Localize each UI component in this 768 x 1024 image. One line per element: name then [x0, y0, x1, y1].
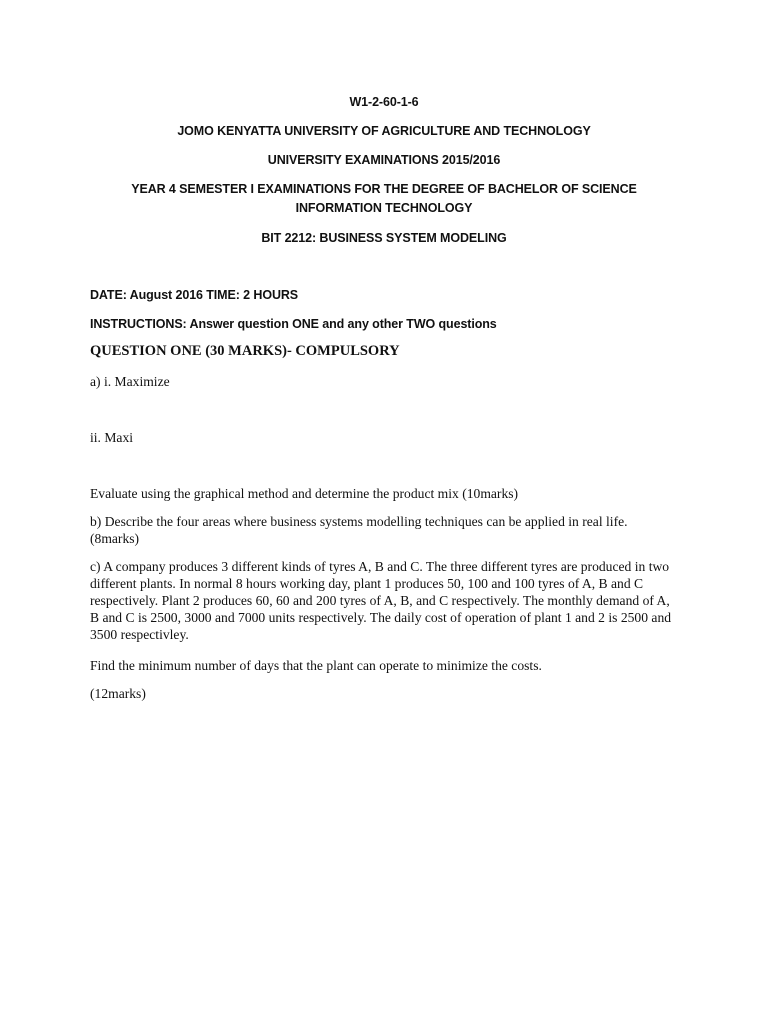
- question-c-find: Find the minimum number of days that the plant can operate to minimize the costs.: [90, 658, 542, 673]
- instructions: INSTRUCTIONS: Answer question ONE and any other TWO questions: [90, 317, 497, 331]
- question-a-ii: ii. Maxi: [90, 430, 134, 445]
- degree-title: YEAR 4 SEMESTER I EXAMINATIONS FOR THE DEGREE OF BACHELOR OF SCIENCE INFORMATION TECHNOLOGY: [131, 182, 637, 215]
- question-b: b) Describe the four areas where business systems modelling techniques can be applied in real life. (8marks): [90, 514, 628, 546]
- exam-code: W1-2-60-1-6: [349, 95, 419, 109]
- date-time: DATE: August 2016 TIME: 2 HOURS: [90, 288, 299, 302]
- question-a-evaluate: Evaluate using the graphical method and determine the product mix (10marks): [90, 486, 519, 501]
- university-name: JOMO KENYATTA UNIVERSITY OF AGRICULTURE AND TECHNOLOGY: [177, 124, 591, 138]
- course-title: BIT 2212: BUSINESS SYSTEM MODELING: [261, 231, 507, 245]
- question-one-heading: QUESTION ONE (30 MARKS)- COMPULSORY: [90, 343, 400, 359]
- question-c-marks: (12marks): [90, 686, 146, 701]
- question-c: c) A company produces 3 different kinds of tyres A, B and C. The three different tyres are produced in two different plants. In normal 8 hours working day, plant 1 produces 50, 100 and 100 tyres of A, B and C respectively. Plant 2 produces 60, 60 and 200 tyres of A, B, and C respectively. The monthly demand of A, B and C is 2500, 3000 and 7000 units respectively. The daily cost of operation of plant 1 and 2 is 2500 and 3500 respectivley.: [90, 559, 672, 642]
- exam-session: UNIVERSITY EXAMINATIONS 2015/2016: [267, 153, 501, 167]
- question-a-i: a) i. Maximize: [90, 374, 170, 389]
